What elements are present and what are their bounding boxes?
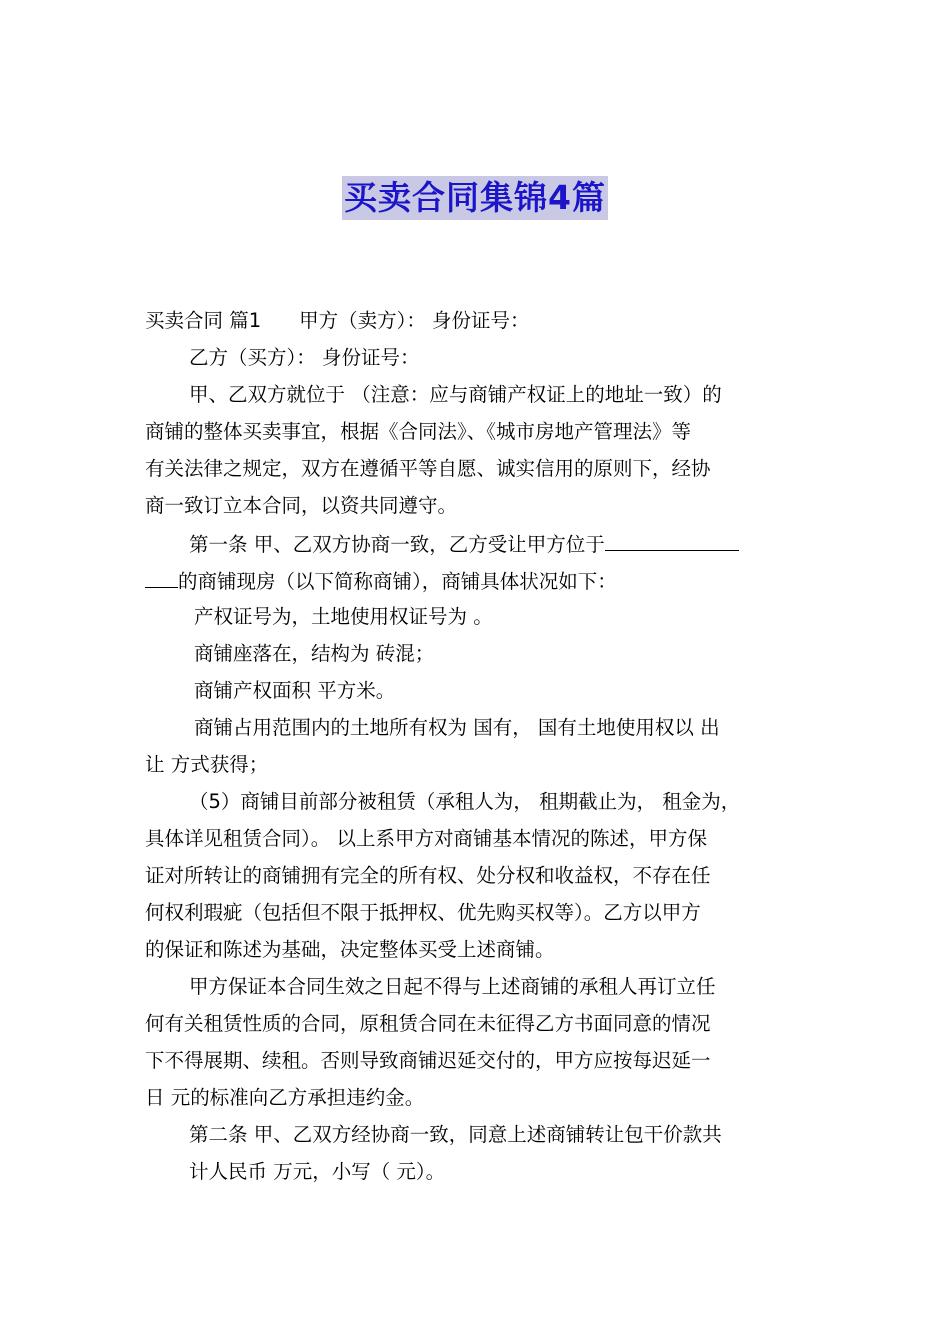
paragraph-line: 产权证号为，土地使用权证号为 。 — [194, 605, 493, 628]
paragraph-line: 下不得展期、续租。否则导致商铺迟延交付的，甲方应按每迟延一 — [145, 1049, 711, 1072]
paragraph-line — [145, 524, 809, 561]
paragraph-line: 何有关租赁性质的合同，原租赁合同在未征得乙方书面同意的情况 — [145, 1012, 711, 1035]
paragraph-line: 甲方保证本合同生效之日起不得与上述商铺的承租人再订立任 — [189, 975, 716, 998]
blank-underline — [605, 524, 739, 551]
article-one-text: 第一条 甲、乙双方协商一致，乙方受让甲方位于 — [189, 533, 605, 556]
paragraph-line: 第二条 甲、乙双方经协商一致，同意上述商铺转让包干价款共 — [189, 1123, 722, 1146]
paragraph-line: 有关法律之规定，双方在遵循平等自愿、诚实信用的原则下，经协 — [145, 457, 711, 480]
title-container — [0, 176, 950, 220]
paragraph-line: 计人民币 万元，小写（ 元）。 — [189, 1160, 446, 1183]
paragraph-line: 的保证和陈述为基础，决定整体买受上述商铺。 — [145, 938, 555, 961]
paragraph-line: 商铺座落在，结构为 砖混； — [194, 642, 435, 665]
document-title: 买卖合同集锦4篇 — [342, 176, 608, 220]
paragraph-line: 商铺占用范围内的土地所有权为 国有， 国有土地使用权以 出 — [194, 716, 720, 739]
paragraph-line: 何权利瑕疵（包括但不限于抵押权、优先购买权等）。乙方以甲方 — [145, 901, 701, 924]
paragraph-line: 商铺产权面积 平方米。 — [194, 679, 396, 702]
paragraph-line — [145, 561, 809, 598]
paragraph-line: 商一致订立本合同，以资共同遵守。 — [145, 494, 458, 517]
section-heading: 买卖合同 篇1 — [145, 309, 262, 332]
article-one-text-cont: 的商铺现房（以下简称商铺），商铺具体状况如下： — [178, 570, 617, 593]
paragraph-line: 商铺的整体买卖事宜，根据《合同法》、《城市房地产管理法》等 — [145, 420, 692, 443]
paragraph-line: 日 元的标准向乙方承担违约金。 — [145, 1086, 425, 1109]
paragraph-line — [145, 302, 809, 339]
document-body — [145, 302, 809, 1190]
paragraph-line: 甲、乙双方就位于 （注意：应与商铺产权证上的地址一致）的 — [189, 383, 722, 406]
blank-underline — [145, 561, 178, 588]
paragraph-line: 让 方式获得； — [145, 753, 269, 776]
paragraph-line: 具体详见租赁合同）。 以上系甲方对商铺基本情况的陈述，甲方保 — [145, 827, 707, 850]
party-a-label: 甲方（卖方）： 身份证号： — [299, 309, 530, 332]
paragraph-line: （5）商铺目前部分被租赁（承租人为， 租期截止为， 租金为， — [189, 790, 741, 813]
paragraph-line: 证对所转让的商铺拥有完全的所有权、处分权和收益权，不存在任 — [145, 864, 711, 887]
party-b-label: 乙方（买方）： 身份证号： — [189, 346, 420, 369]
